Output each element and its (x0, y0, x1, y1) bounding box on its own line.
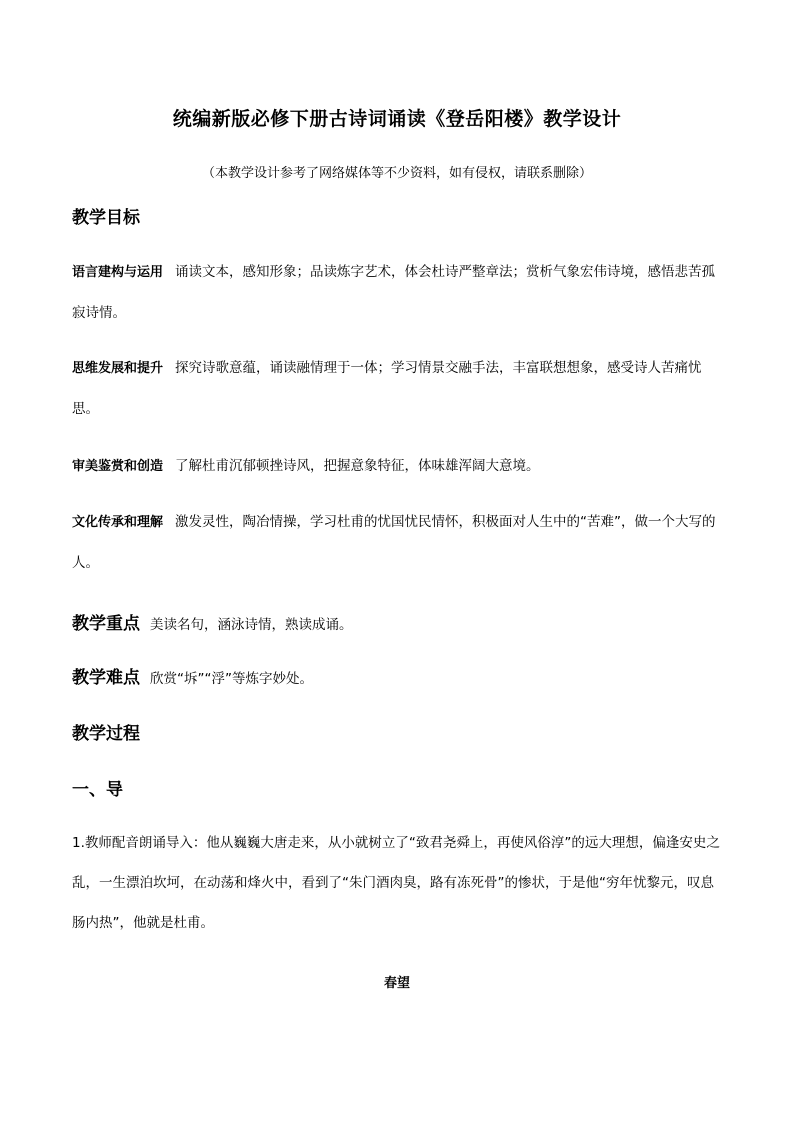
section-heading: 一、导 (72, 780, 123, 800)
copyright-note: （本教学设计参考了网络媒体等不少资料，如有侵权，请联系删除） (201, 166, 592, 181)
difficulty-heading: 教学难点 (72, 668, 140, 688)
objective-label: 审美鉴赏和创造 (72, 459, 164, 474)
objective-text: 激发灵性，陶冶情操，学习杜甫的忧国忧民情怀，积极面对人生中的“苦难”，做一个大写的人。 (72, 514, 716, 571)
difficulty-text: 欣赏“坼”“浮”等炼字妙处。 (150, 671, 313, 687)
objective-text: 探究诗歌意蕴，诵读融情理于一体；学习情景交融手法，丰富联想想象，感受诗人苦痛忧思。 (72, 360, 702, 417)
key-point-text: 美读名句，涵泳诗情，熟读成诵。 (150, 617, 353, 633)
document-title: 统编新版必修下册古诗词诵读《登岳阳楼》教学设计 (172, 108, 622, 130)
objective-item (72, 446, 722, 487)
intro-paragraph: 1.教师配音朗诵导入：他从巍巍大唐走来，从小就树立了“致君尧舜上，再使风俗淳”的远大理想，偏逢安史之乱，一生漂泊坎坷，在动荡和烽火中，看到了“朱门酒肉臭，路有冻死骨”的惨状，于是他“穷年忧黎元，叹息肠内热”，他就是杜甫。 (72, 835, 720, 931)
difficulty (72, 663, 722, 688)
poem-title: 春望 (383, 976, 410, 991)
key-point-heading: 教学重点 (72, 614, 140, 634)
objective-item (72, 252, 722, 333)
objectives-heading: 教学目标 (72, 208, 140, 228)
objective-label: 文化传承和理解 (72, 515, 164, 530)
objective-item (72, 348, 722, 429)
key-point (72, 609, 722, 634)
objective-label: 语言建构与运用 (72, 265, 164, 280)
process-heading: 教学过程 (72, 724, 140, 744)
objective-item (72, 502, 722, 583)
objective-label: 思维发展和提升 (72, 361, 164, 376)
objective-text: 诵读文本，感知形象；品读炼字艺术，体会杜诗严整章法；赏析气象宏伟诗境，感悟悲苦孤寂诗情。 (72, 264, 716, 321)
objective-text: 了解杜甫沉郁顿挫诗风，把握意象特征，体味雄浑阔大意境。 (175, 458, 540, 474)
